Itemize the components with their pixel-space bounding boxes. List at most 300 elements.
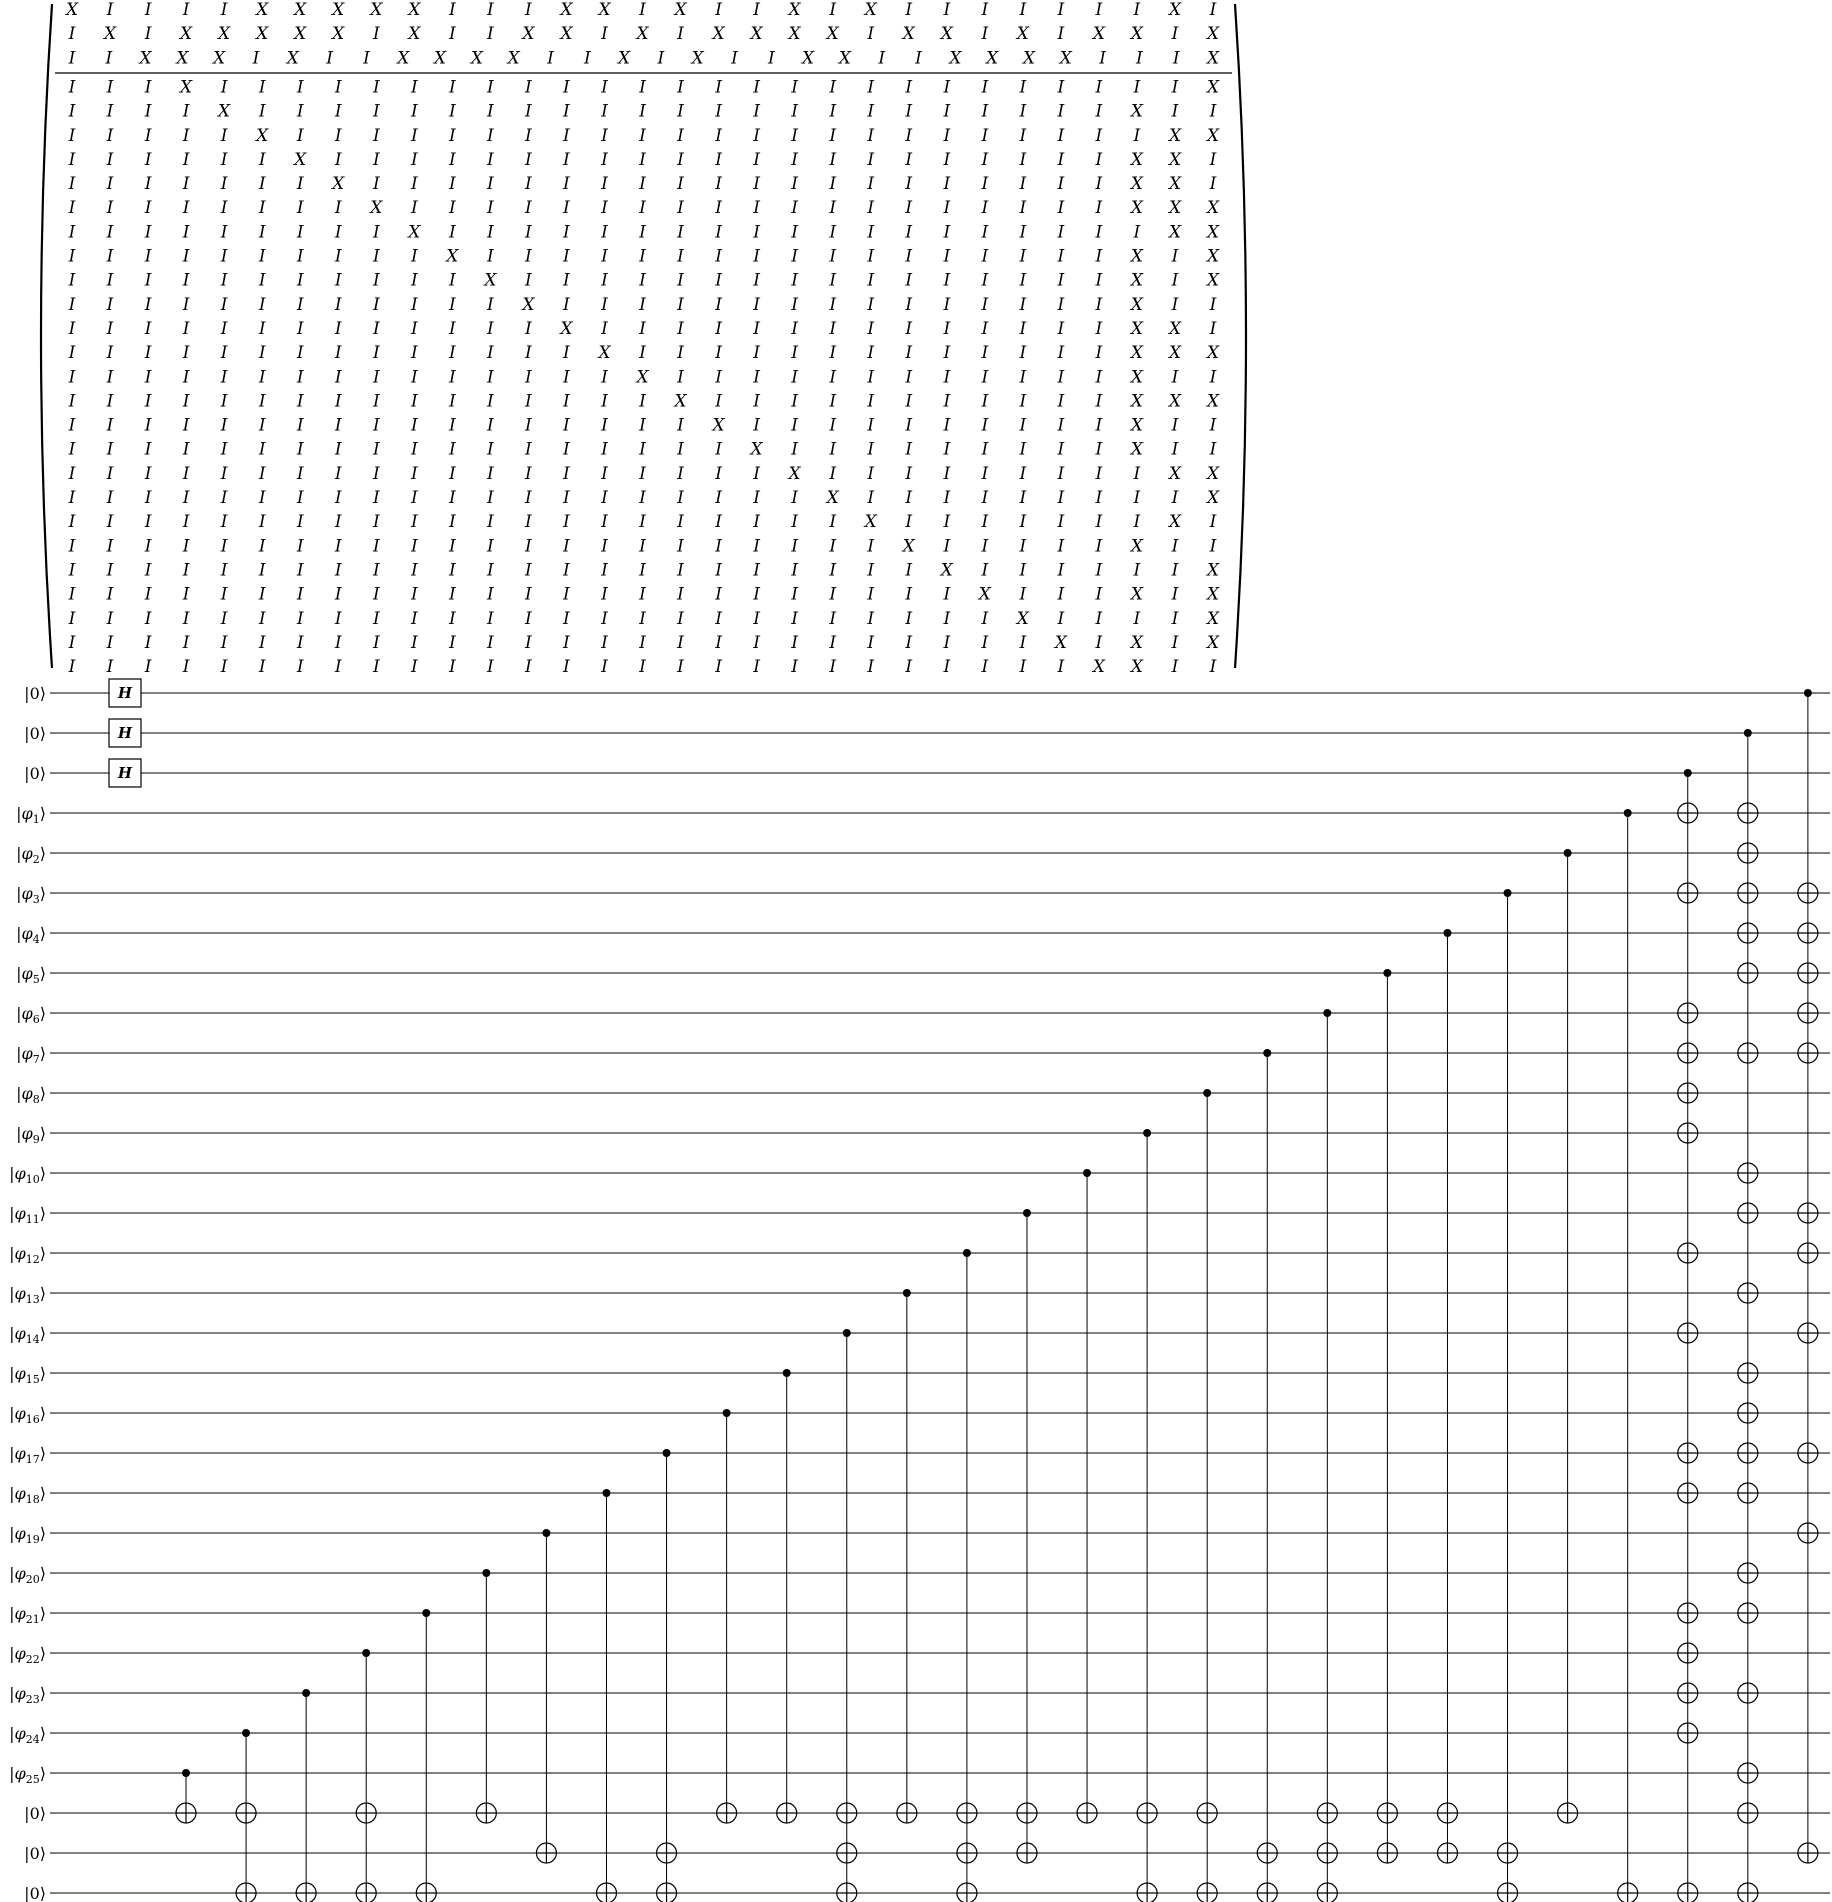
matrix-entry: I bbox=[981, 343, 989, 364]
matrix-entry: I bbox=[487, 24, 494, 45]
matrix-entry: I bbox=[829, 149, 837, 170]
matrix-entry: I bbox=[829, 198, 837, 219]
matrix-entry: I bbox=[753, 174, 760, 194]
matrix-entry: X bbox=[826, 488, 839, 508]
matrix-entry: I bbox=[829, 584, 837, 605]
matrix-entry: I bbox=[563, 174, 570, 194]
matrix-entry: I bbox=[144, 246, 152, 267]
matrix-entry: X bbox=[180, 77, 193, 98]
matrix-entry: I bbox=[1133, 560, 1141, 581]
matrix-entry: I bbox=[1095, 536, 1103, 557]
matrix-entry: I bbox=[878, 48, 886, 69]
matrix-entry: I bbox=[791, 608, 798, 629]
matrix-entry: I bbox=[981, 101, 989, 122]
matrix-entry: I bbox=[487, 198, 494, 219]
matrix-entry: I bbox=[601, 77, 608, 98]
matrix-entry: I bbox=[1057, 318, 1065, 339]
matrix-entry: I bbox=[791, 391, 798, 412]
matrix-entry: I bbox=[296, 439, 304, 460]
matrix-entry: I bbox=[1171, 415, 1179, 436]
matrix-entry: I bbox=[981, 657, 989, 677]
matrix-entry: I bbox=[867, 560, 875, 581]
matrix-entry: I bbox=[296, 174, 304, 194]
matrix-entry: I bbox=[106, 367, 114, 388]
matrix-entry: I bbox=[677, 657, 684, 677]
matrix-entry: I bbox=[334, 246, 342, 267]
matrix-entry: I bbox=[981, 608, 989, 629]
matrix-entry: I bbox=[981, 632, 989, 653]
matrix-entry: I bbox=[220, 391, 228, 412]
matrix-entry: I bbox=[943, 391, 951, 412]
matrix-entry: I bbox=[182, 270, 190, 291]
matrix-entry: I bbox=[563, 608, 570, 629]
matrix-entry: I bbox=[943, 222, 951, 243]
matrix-entry: I bbox=[905, 318, 913, 339]
matrix-entry: I bbox=[601, 608, 608, 629]
matrix-entry: I bbox=[943, 343, 951, 364]
matrix-entry: I bbox=[410, 391, 418, 412]
matrix-entry: I bbox=[639, 198, 646, 219]
matrix-entry: I bbox=[867, 367, 875, 388]
matrix-entry: X bbox=[1168, 0, 1182, 20]
matrix-entry: I bbox=[791, 560, 798, 581]
matrix-entry: I bbox=[1057, 657, 1065, 677]
control-dot bbox=[1504, 889, 1512, 897]
wire-label: $|\varphi_{11}⟩$ bbox=[9, 1204, 46, 1226]
matrix-entry: I bbox=[1019, 632, 1027, 653]
matrix-entry: I bbox=[1099, 48, 1106, 69]
matrix-entry: I bbox=[525, 77, 532, 98]
matrix-entry: I bbox=[639, 512, 646, 533]
matrix-entry: I bbox=[220, 536, 228, 557]
matrix-entry: I bbox=[296, 222, 304, 243]
matrix-entry: I bbox=[334, 318, 342, 339]
matrix-entry: I bbox=[182, 439, 190, 460]
matrix-entry: I bbox=[1019, 174, 1027, 194]
matrix-entry: I bbox=[791, 488, 798, 508]
matrix-entry: I bbox=[867, 415, 875, 436]
matrix-entry: I bbox=[601, 560, 608, 581]
matrix-entry: I bbox=[1209, 101, 1217, 122]
matrix-entry: I bbox=[791, 584, 798, 605]
matrix-entry: I bbox=[1209, 0, 1217, 20]
matrix-entry: I bbox=[144, 0, 152, 20]
matrix-entry: I bbox=[220, 632, 228, 653]
matrix-entry: I bbox=[1133, 463, 1141, 484]
matrix-entry: X bbox=[636, 367, 649, 388]
matrix-entry: X bbox=[1130, 294, 1143, 315]
matrix-entry: I bbox=[68, 246, 76, 267]
matrix-entry: I bbox=[334, 657, 342, 677]
matrix-entry: I bbox=[1057, 270, 1065, 291]
matrix-entry: I bbox=[144, 77, 152, 98]
matrix-entry: I bbox=[639, 536, 646, 557]
matrix-entry: I bbox=[144, 367, 152, 388]
matrix-entry: I bbox=[182, 246, 190, 267]
matrix-entry: I bbox=[715, 77, 722, 98]
matrix-entry: X bbox=[103, 24, 117, 45]
matrix-entry: X bbox=[286, 48, 299, 69]
matrix-entry: I bbox=[639, 0, 646, 20]
matrix-entry: I bbox=[448, 270, 456, 291]
control-dot bbox=[1143, 1129, 1151, 1137]
matrix-entry: I bbox=[334, 608, 342, 629]
matrix-entry: I bbox=[639, 463, 646, 484]
matrix-entry: X bbox=[1206, 270, 1220, 291]
matrix-entry: I bbox=[525, 270, 532, 291]
matrix-entry: I bbox=[525, 488, 532, 508]
matrix-entry: I bbox=[220, 198, 228, 219]
matrix-entry: I bbox=[563, 632, 570, 653]
matrix-entry: I bbox=[106, 512, 114, 533]
matrix-entry: I bbox=[943, 246, 951, 267]
matrix-entry: I bbox=[905, 391, 913, 412]
matrix-entry: I bbox=[525, 367, 532, 388]
matrix-entry: I bbox=[258, 343, 266, 364]
matrix-entry: X bbox=[1168, 512, 1182, 533]
matrix-entry: I bbox=[601, 270, 608, 291]
matrix-entry: I bbox=[296, 270, 304, 291]
matrix-entry: I bbox=[182, 174, 190, 194]
matrix-entry: I bbox=[905, 294, 913, 315]
control-dot bbox=[843, 1329, 851, 1337]
matrix-entry: I bbox=[563, 101, 570, 122]
matrix-entry: I bbox=[68, 632, 76, 653]
matrix-entry: I bbox=[258, 391, 266, 412]
matrix-entry: I bbox=[1019, 77, 1027, 98]
matrix-entry: X bbox=[788, 0, 801, 20]
matrix-entry: I bbox=[296, 125, 304, 146]
matrix-entry: I bbox=[525, 439, 532, 460]
matrix-entry: I bbox=[1095, 632, 1103, 653]
matrix-entry: I bbox=[296, 536, 304, 557]
matrix-entry: I bbox=[791, 632, 798, 653]
matrix-entry: I bbox=[677, 632, 684, 653]
matrix-entry: I bbox=[563, 343, 570, 364]
matrix-entry: I bbox=[753, 270, 760, 291]
matrix-entry: I bbox=[68, 101, 76, 122]
hadamard-label: H bbox=[117, 764, 133, 782]
matrix-entry: I bbox=[943, 415, 951, 436]
matrix-entry: I bbox=[372, 24, 380, 45]
matrix-entry: I bbox=[296, 608, 304, 629]
matrix-entry: I bbox=[563, 463, 570, 484]
matrix-entry: I bbox=[448, 174, 456, 194]
control-dot bbox=[663, 1449, 671, 1457]
matrix-entry: I bbox=[448, 149, 456, 170]
wire-label: $|\varphi_4⟩$ bbox=[16, 924, 46, 946]
matrix-entry: I bbox=[68, 415, 76, 436]
matrix-entry: I bbox=[525, 632, 532, 653]
matrix-entry: I bbox=[68, 657, 76, 677]
matrix-entry: I bbox=[1019, 512, 1027, 533]
matrix-entry: I bbox=[448, 632, 456, 653]
control-dot bbox=[1684, 769, 1692, 777]
matrix-entry: I bbox=[487, 222, 494, 243]
matrix-entry: I bbox=[296, 512, 304, 533]
matrix-entry: I bbox=[410, 584, 418, 605]
matrix-entry: I bbox=[639, 318, 646, 339]
matrix-entry: I bbox=[677, 318, 684, 339]
matrix-entry: I bbox=[487, 632, 494, 653]
matrix-entry: I bbox=[144, 318, 152, 339]
matrix-entry: I bbox=[1057, 391, 1065, 412]
matrix-entry: I bbox=[715, 149, 722, 170]
matrix-entry: I bbox=[334, 536, 342, 557]
matrix-entry: I bbox=[144, 24, 152, 45]
control-dot bbox=[1383, 969, 1391, 977]
matrix-entry: I bbox=[905, 560, 913, 581]
matrix-entry: X bbox=[1092, 24, 1105, 45]
matrix-entry: I bbox=[639, 246, 646, 267]
matrix-entry: I bbox=[715, 246, 722, 267]
matrix-entry: I bbox=[372, 149, 380, 170]
matrix-entry: I bbox=[144, 174, 152, 194]
matrix-entry: I bbox=[1209, 149, 1217, 170]
matrix-entry: I bbox=[487, 488, 494, 508]
matrix-entry: X bbox=[256, 24, 269, 45]
matrix-entry: I bbox=[372, 415, 380, 436]
matrix-entry: X bbox=[1168, 222, 1182, 243]
matrix-entry: I bbox=[448, 512, 456, 533]
matrix-entry: I bbox=[677, 101, 684, 122]
matrix-entry: X bbox=[1206, 488, 1220, 508]
matrix-entry: I bbox=[601, 584, 608, 605]
matrix-entry: X bbox=[788, 463, 801, 484]
matrix-entry: X bbox=[1130, 439, 1143, 460]
control-dot bbox=[1443, 929, 1451, 937]
matrix-entry: I bbox=[981, 270, 989, 291]
matrix-entry: I bbox=[1133, 512, 1141, 533]
matrix-entry: X bbox=[802, 48, 815, 69]
matrix-entry: I bbox=[905, 512, 913, 533]
matrix-entry: I bbox=[1019, 198, 1027, 219]
matrix-entry: I bbox=[1171, 560, 1179, 581]
matrix-entry: I bbox=[639, 391, 646, 412]
matrix-entry: I bbox=[867, 198, 875, 219]
wire-label: $|\varphi_{24}⟩$ bbox=[9, 1724, 46, 1746]
matrix-entry: I bbox=[68, 367, 76, 388]
matrix-entry: I bbox=[1171, 439, 1179, 460]
matrix-entry: I bbox=[68, 24, 76, 45]
matrix-entry: I bbox=[981, 222, 989, 243]
matrix-entry: X bbox=[826, 24, 839, 45]
matrix-entry: I bbox=[867, 125, 875, 146]
matrix-entry: I bbox=[296, 318, 304, 339]
matrix-entry: I bbox=[943, 584, 951, 605]
matrix-entry: I bbox=[1019, 270, 1027, 291]
matrix-entry: I bbox=[1057, 24, 1065, 45]
matrix-entry: I bbox=[829, 415, 837, 436]
matrix-entry: X bbox=[1130, 246, 1143, 267]
matrix-entry: I bbox=[829, 318, 837, 339]
control-dot bbox=[1263, 1049, 1271, 1057]
matrix-entry: I bbox=[829, 174, 837, 194]
matrix-entry: X bbox=[1206, 48, 1220, 69]
wire-label: |0⟩ bbox=[24, 684, 46, 703]
matrix-entry: I bbox=[601, 391, 608, 412]
matrix-entry: I bbox=[410, 77, 418, 98]
matrix-entry: I bbox=[68, 77, 76, 98]
control-dot bbox=[1564, 849, 1572, 857]
matrix-entry: I bbox=[258, 101, 266, 122]
matrix-entry: I bbox=[563, 391, 570, 412]
matrix-entry: I bbox=[639, 584, 646, 605]
matrix-entry: I bbox=[68, 149, 76, 170]
matrix-entry: I bbox=[182, 657, 190, 677]
matrix-entry: I bbox=[791, 367, 798, 388]
matrix-entry: I bbox=[296, 198, 304, 219]
matrix-entry: I bbox=[791, 149, 798, 170]
matrix-entry: I bbox=[943, 463, 951, 484]
matrix-entry: X bbox=[1130, 415, 1143, 436]
matrix-entry: I bbox=[258, 463, 266, 484]
matrix-entry: X bbox=[408, 222, 421, 243]
wire-label: $|\varphi_{19}⟩$ bbox=[9, 1524, 46, 1546]
matrix-entry: I bbox=[867, 536, 875, 557]
matrix-entry: I bbox=[715, 584, 722, 605]
matrix-entry: X bbox=[1130, 270, 1143, 291]
matrix-entry: X bbox=[864, 0, 877, 20]
matrix-entry: I bbox=[601, 439, 608, 460]
control-dot bbox=[542, 1529, 550, 1537]
matrix-entry: I bbox=[1095, 0, 1103, 20]
matrix-entry: I bbox=[410, 415, 418, 436]
matrix-entry: I bbox=[791, 125, 798, 146]
matrix-entry: I bbox=[1171, 24, 1179, 45]
matrix-entry: I bbox=[1057, 536, 1065, 557]
matrix-entry: I bbox=[753, 222, 760, 243]
wire-label: $|\varphi_{20}⟩$ bbox=[9, 1564, 46, 1586]
matrix-entry: I bbox=[1019, 584, 1027, 605]
matrix-entry: X bbox=[750, 439, 763, 460]
matrix-entry: I bbox=[372, 463, 380, 484]
matrix-entry: I bbox=[182, 125, 190, 146]
matrix-entry: I bbox=[296, 657, 304, 677]
matrix-entry: X bbox=[65, 0, 79, 20]
matrix-entry: I bbox=[144, 657, 152, 677]
matrix-entry: I bbox=[639, 415, 646, 436]
matrix-entry: I bbox=[334, 343, 342, 364]
matrix-entry: I bbox=[220, 657, 228, 677]
matrix-entry: I bbox=[296, 101, 304, 122]
matrix-entry: I bbox=[563, 657, 570, 677]
matrix-entry: I bbox=[1095, 270, 1103, 291]
matrix-entry: I bbox=[829, 439, 837, 460]
matrix-entry: I bbox=[1171, 101, 1179, 122]
matrix-entry: I bbox=[677, 77, 684, 98]
matrix-entry: I bbox=[182, 536, 190, 557]
matrix-entry: I bbox=[601, 463, 608, 484]
matrix-entry: X bbox=[484, 270, 497, 291]
matrix-entry: X bbox=[712, 415, 725, 436]
matrix-entry: I bbox=[258, 77, 266, 98]
matrix-entry: I bbox=[715, 488, 722, 508]
matrix-entry: I bbox=[258, 149, 266, 170]
matrix-entry: X bbox=[1059, 48, 1072, 69]
matrix-entry: I bbox=[981, 0, 989, 20]
matrix-entry: I bbox=[1095, 77, 1103, 98]
matrix-entry: I bbox=[1019, 657, 1027, 677]
matrix-entry: I bbox=[106, 125, 114, 146]
matrix-entry: X bbox=[712, 24, 725, 45]
matrix-entry: I bbox=[905, 270, 913, 291]
matrix-entry: I bbox=[905, 439, 913, 460]
wire-label: $|\varphi_{17}⟩$ bbox=[9, 1444, 46, 1466]
matrix-entry: I bbox=[943, 318, 951, 339]
circuit-gates bbox=[109, 679, 1818, 1902]
matrix-entry: I bbox=[487, 318, 494, 339]
matrix-entry: I bbox=[1019, 439, 1027, 460]
matrix-entry: I bbox=[525, 246, 532, 267]
matrix-entry: I bbox=[1057, 439, 1065, 460]
matrix-entry: I bbox=[448, 536, 456, 557]
matrix-entry: I bbox=[981, 77, 989, 98]
control-dot bbox=[783, 1369, 791, 1377]
matrix-entry: I bbox=[258, 632, 266, 653]
matrix-entry: I bbox=[106, 536, 114, 557]
matrix-entry: I bbox=[106, 149, 114, 170]
matrix-entry: I bbox=[68, 318, 76, 339]
matrix-entry: I bbox=[639, 149, 646, 170]
matrix-entry: I bbox=[144, 488, 152, 508]
matrix-entry: I bbox=[1209, 294, 1217, 315]
matrix-entry: I bbox=[487, 439, 494, 460]
matrix-entry: X bbox=[1206, 198, 1220, 219]
matrix-entry: I bbox=[639, 343, 646, 364]
matrix-entry: I bbox=[106, 439, 114, 460]
wire-label: |0⟩ bbox=[24, 1844, 46, 1863]
matrix-entry: I bbox=[410, 512, 418, 533]
matrix-entry: I bbox=[1095, 198, 1103, 219]
matrix-entry: I bbox=[182, 0, 190, 20]
matrix-entry: I bbox=[905, 222, 913, 243]
matrix-entry: I bbox=[1019, 463, 1027, 484]
matrix-entry: I bbox=[829, 343, 837, 364]
matrix-entry: X bbox=[788, 24, 801, 45]
matrix-entry: I bbox=[981, 246, 989, 267]
matrix-entry: I bbox=[448, 101, 456, 122]
matrix-entry: I bbox=[106, 391, 114, 412]
matrix-entry: I bbox=[106, 294, 114, 315]
matrix-entry: X bbox=[1206, 24, 1220, 45]
matrix-entry: I bbox=[601, 198, 608, 219]
matrix-entry: I bbox=[981, 560, 989, 581]
wire-label: $|\varphi_{13}⟩$ bbox=[9, 1284, 46, 1306]
wire-label: $|\varphi_{15}⟩$ bbox=[9, 1364, 46, 1386]
matrix-entry: I bbox=[943, 149, 951, 170]
matrix-entry: I bbox=[334, 125, 342, 146]
matrix-entry: I bbox=[68, 391, 76, 412]
wire-label: |0⟩ bbox=[24, 764, 46, 783]
matrix-entry: I bbox=[182, 343, 190, 364]
matrix-entry: I bbox=[753, 125, 760, 146]
matrix-entry: I bbox=[448, 415, 456, 436]
matrix-entry: I bbox=[1095, 488, 1103, 508]
matrix-entry: I bbox=[372, 632, 380, 653]
matrix-entry: I bbox=[182, 367, 190, 388]
matrix-entry: I bbox=[677, 439, 684, 460]
matrix-entry: I bbox=[334, 439, 342, 460]
matrix-entry: I bbox=[639, 174, 646, 194]
matrix-entry: I bbox=[144, 608, 152, 629]
matrix-entry: I bbox=[639, 270, 646, 291]
matrix-entry: I bbox=[487, 294, 494, 315]
matrix-entry: I bbox=[106, 343, 114, 364]
control-dot bbox=[1624, 809, 1632, 817]
matrix-entry: I bbox=[487, 77, 494, 98]
matrix-entry: I bbox=[867, 439, 875, 460]
